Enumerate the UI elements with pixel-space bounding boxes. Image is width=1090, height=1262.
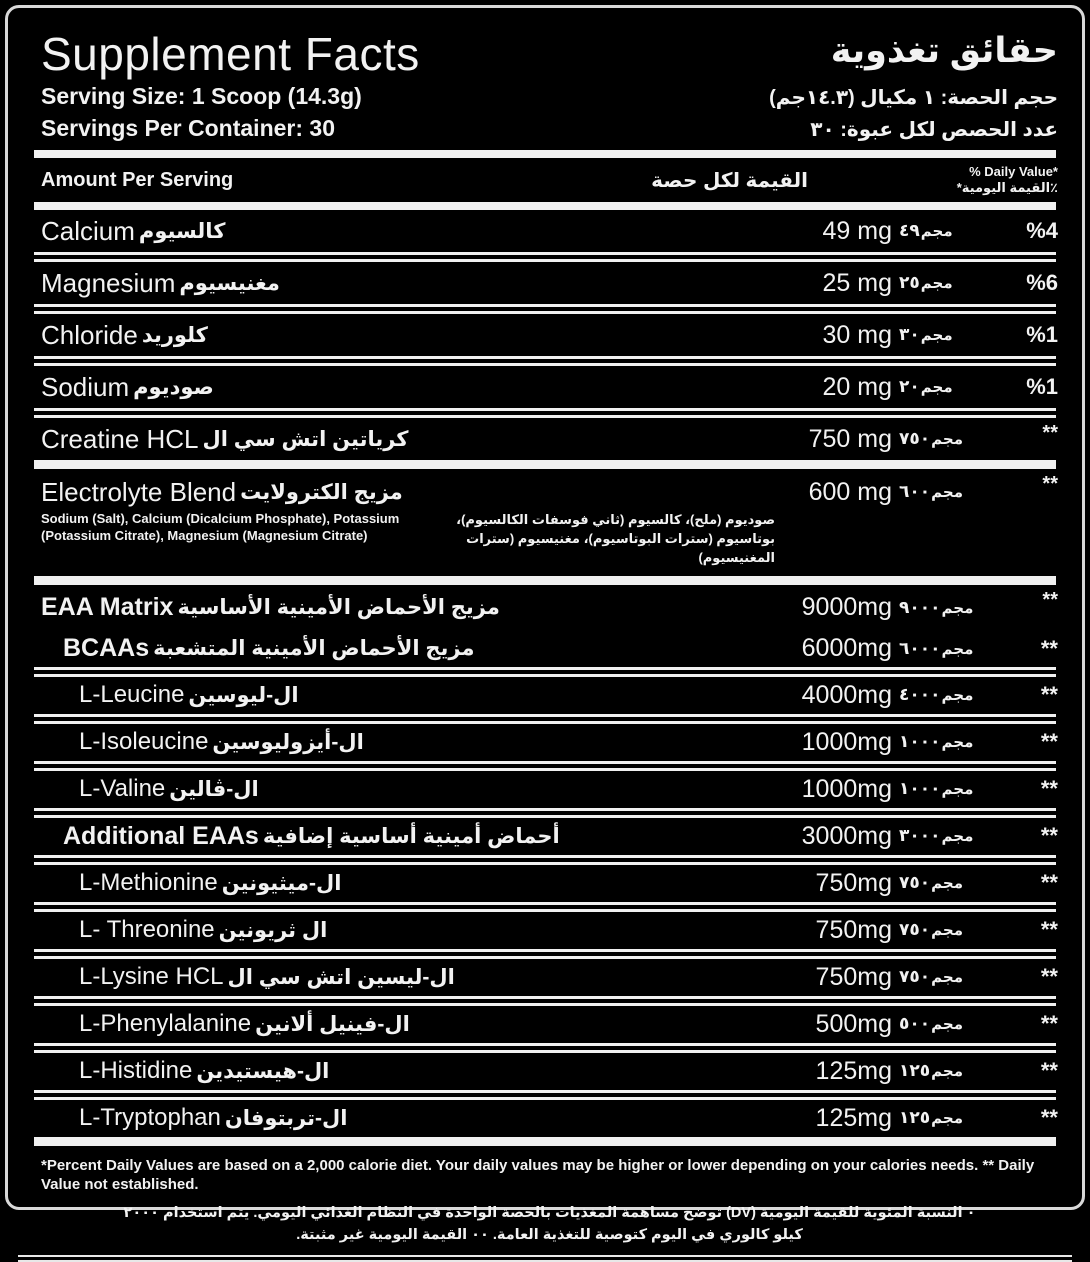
ingredient-amount-arabic <box>892 429 994 449</box>
ingredient-amount-arabic <box>892 779 994 799</box>
ingredient-name-arabic: كرياتين اتش سي ال <box>202 427 409 451</box>
arabic-mg-unit: مجم <box>941 599 974 617</box>
ingredient-rows <box>8 210 1082 1146</box>
title-english: Supplement Facts <box>41 28 420 80</box>
ingredient-name-english: L-Isoleucine <box>79 728 209 756</box>
ingredient-amount-english: 600 mg <box>808 477 892 506</box>
divider-double <box>34 714 1056 724</box>
serving-size-english: Serving Size: 1 Scoop (14.3g) <box>41 83 362 110</box>
ingredient-row <box>8 677 1082 714</box>
arabic-mg-unit: مجم <box>931 1063 964 1081</box>
servings-per-container-arabic: عدد الحصص لكل عبوة: ٣٠ <box>810 119 1058 142</box>
ingredient-amount-arabic <box>892 273 994 293</box>
ingredient-name-english: L-Phenylalanine <box>79 1010 252 1038</box>
ingredient-amount-arabic <box>892 482 994 502</box>
ingredient-daily-value: ** <box>1040 870 1058 896</box>
divider-double <box>34 855 1056 865</box>
arabic-mg-unit: مجم <box>941 781 974 799</box>
header <box>8 8 1082 78</box>
ingredient-amount-english: 9000mg <box>801 593 892 622</box>
ingredient-amount-arabic <box>892 1061 994 1081</box>
ingredient-daily-value: ** <box>1042 422 1058 445</box>
ingredient-row <box>8 314 1082 356</box>
ingredient-amount-english: 3000mg <box>801 821 892 850</box>
servings-per-container-english: Servings Per Container: 30 <box>41 115 335 142</box>
ingredient-row <box>8 210 1082 252</box>
arabic-amount-digits: ١٠٠٠ <box>899 779 941 799</box>
ingredient-row <box>8 631 1082 667</box>
ingredient-amount-english: 750mg <box>815 868 892 897</box>
arabic-mg-unit: مجم <box>931 1016 964 1034</box>
arabic-amount-digits: ٧٥٠ <box>899 920 931 940</box>
ingredient-name-english: Sodium <box>41 371 130 402</box>
ingredient-name-english: BCAAs <box>63 634 150 663</box>
ingredient-daily-value: ** <box>1040 917 1058 943</box>
ingredient-daily-value: %4 <box>1026 218 1058 244</box>
footnote-arabic-line1: ٠ النسبة المئوية للقيمة اليومية (DV) توضح مساهمة المغذيات بالحصة الواحدة في النظام الغذائي اليومي. يتم استخدام ٢٠٠٠ <box>123 1204 976 1221</box>
column-value-arabic: القيمة لكل حصة <box>651 169 808 192</box>
ingredient-row <box>8 818 1082 855</box>
divider-double <box>34 761 1056 771</box>
column-header-row <box>8 158 1082 202</box>
divider-bottom <box>18 1255 1072 1262</box>
ingredient-row <box>8 912 1082 949</box>
arabic-mg-unit: مجم <box>920 327 953 345</box>
divider-double <box>34 902 1056 912</box>
footnote-arabic-line2: كيلو كالوري في اليوم كتوصية للتغذية العامة. ٠٠ القيمة اليومية غير مثبتة. <box>296 1226 803 1243</box>
ingredient-name-arabic: ال-ڤالين <box>169 777 259 801</box>
arabic-amount-digits: ٦٠٠٠ <box>899 638 941 658</box>
ingredient-row <box>8 262 1082 304</box>
ingredient-name-arabic: مغنيسيوم <box>179 271 280 295</box>
divider-double <box>34 949 1056 959</box>
title-arabic: حقائق تغذوية <box>830 31 1058 70</box>
ingredient-name-english: EAA Matrix <box>41 593 174 622</box>
ingredient-daily-value: ** <box>1040 1058 1058 1084</box>
ingredient-row <box>8 469 1082 515</box>
ingredient-amount-arabic <box>892 598 994 618</box>
serving-size-row <box>8 83 1082 110</box>
arabic-mg-unit: مجم <box>941 640 974 658</box>
arabic-mg-unit: مجم <box>931 875 964 893</box>
ingredient-name-arabic: مزيج الأحماض الأمينية المتشعبة <box>153 637 475 661</box>
arabic-amount-digits: ٧٥٠ <box>899 873 931 893</box>
ingredient-daily-value: %6 <box>1026 270 1058 296</box>
ingredient-name-arabic: ال-ميثيونين <box>221 871 342 895</box>
arabic-amount-digits: ٧٥٠ <box>899 967 931 987</box>
divider-double <box>34 996 1056 1006</box>
ingredient-name-arabic: ال-ليوسين <box>188 683 299 707</box>
arabic-amount-digits: ٢٥ <box>899 273 920 293</box>
arabic-mg-unit: مجم <box>920 379 953 397</box>
ingredient-daily-value: ** <box>1040 1011 1058 1037</box>
daily-value-arabic: ٪القيمة اليومية* <box>956 180 1058 196</box>
ingredient-name-english: L- Threonine <box>79 916 215 944</box>
divider-double <box>34 252 1056 262</box>
ingredient-name-english: Calcium <box>41 215 135 246</box>
ingredient-daily-value: ** <box>1040 964 1058 990</box>
ingredient-amount-english: 4000mg <box>801 680 892 709</box>
column-amount-per-serving: Amount Per Serving <box>41 168 234 191</box>
ingredient-amount-arabic <box>892 1014 994 1034</box>
ingredient-daily-value: ** <box>1040 635 1058 661</box>
arabic-mg-unit: مجم <box>941 734 974 752</box>
ingredient-row <box>8 366 1082 408</box>
arabic-amount-digits: ١٢٥ <box>899 1061 931 1081</box>
ingredient-name-arabic: أحماض أمينية أساسية إضافية <box>262 824 560 848</box>
ingredient-daily-value: ** <box>1040 823 1058 849</box>
divider-thick <box>34 576 1056 585</box>
ingredient-row <box>8 1100 1082 1137</box>
ingredient-daily-value: ** <box>1042 588 1058 611</box>
arabic-mg-unit: مجم <box>920 223 953 241</box>
serving-size-arabic: حجم الحصة: ١ مكيال (١٤.٣جم) <box>769 87 1058 110</box>
divider-double <box>34 1090 1056 1100</box>
divider-thick <box>34 460 1056 469</box>
ingredient-row <box>8 959 1082 996</box>
ingredient-name-english: L-Leucine <box>79 681 185 709</box>
divider-double <box>34 356 1056 366</box>
sub-ingredients-arabic: صوديوم (ملح)، كالسيوم (ثاني فوسفات الكالسيوم)، بوتاسيوم (سترات البوتاسيوم)، مغنيسيوم (سترات المغنيسيوم) <box>456 512 775 565</box>
arabic-mg-unit: مجم <box>920 275 953 293</box>
servings-per-container-row <box>8 115 1082 142</box>
ingredient-name-arabic: ال-تربتوفان <box>224 1106 348 1130</box>
ingredient-name-english: Chloride <box>41 319 138 350</box>
ingredient-name-arabic: ال-هيستيدين <box>196 1059 330 1083</box>
ingredient-amount-arabic <box>892 685 994 705</box>
ingredient-amount-arabic <box>892 967 994 987</box>
ingredient-name-english: Additional EAAs <box>63 821 259 850</box>
ingredient-amount-arabic <box>892 1108 994 1128</box>
divider-double <box>34 304 1056 314</box>
ingredient-name-english: L-Methionine <box>79 869 218 897</box>
ingredient-sub-ingredients <box>8 511 1082 576</box>
ingredient-row <box>8 771 1082 808</box>
ingredient-name-english: L-Tryptophan <box>79 1104 221 1132</box>
ingredient-daily-value: ** <box>1040 682 1058 708</box>
ingredient-name-arabic: مزيج الأحماض الأمينية الأساسية <box>177 596 500 620</box>
arabic-amount-digits: ٤٠٠٠ <box>899 685 941 705</box>
ingredient-amount-english: 6000mg <box>801 634 892 663</box>
arabic-amount-digits: ٣٠ <box>899 325 920 345</box>
ingredient-row <box>8 418 1082 460</box>
ingredient-row <box>8 724 1082 761</box>
ingredient-name-arabic: ال ثريونين <box>218 918 328 942</box>
daily-value-english: % Daily Value* <box>969 164 1058 180</box>
ingredient-amount-english: 49 mg <box>822 216 892 245</box>
ingredient-amount-english: 1000mg <box>801 774 892 803</box>
ingredient-amount-english: 30 mg <box>822 320 892 349</box>
ingredient-amount-arabic <box>892 826 994 846</box>
supplement-facts-panel <box>5 5 1085 1243</box>
sub-ingredients-english: Sodium (Salt), Calcium (Dicalcium Phosphate), Potassium (Potassium Citrate), Magnesium (Magnesium Citrate) <box>41 511 400 543</box>
ingredient-name-arabic: ال-ليسين اتش سي ال <box>227 965 455 989</box>
divider-thick-header <box>34 202 1056 210</box>
ingredient-row <box>8 865 1082 902</box>
ingredient-name-arabic: كالسيوم <box>138 219 226 243</box>
divider-double <box>34 808 1056 818</box>
ingredient-name-arabic: صوديوم <box>133 375 214 399</box>
ingredient-amount-arabic <box>892 377 994 397</box>
arabic-amount-digits: ٥٠٠ <box>899 1014 931 1034</box>
ingredient-amount-english: 25 mg <box>822 268 892 297</box>
ingredient-daily-value: ** <box>1042 473 1058 496</box>
arabic-mg-unit: مجم <box>931 922 964 940</box>
ingredient-amount-arabic <box>892 639 994 659</box>
arabic-amount-digits: ٩٠٠٠ <box>899 597 941 617</box>
ingredient-amount-arabic <box>892 873 994 893</box>
ingredient-amount-english: 750mg <box>815 962 892 991</box>
ingredient-name-english: L-Histidine <box>79 1057 193 1085</box>
ingredient-name-english: L-Valine <box>79 775 166 803</box>
ingredient-amount-arabic <box>892 221 994 241</box>
divider-thick-top <box>34 150 1056 158</box>
ingredient-amount-english: 125mg <box>815 1103 892 1132</box>
ingredient-name-english: Creatine HCL <box>41 423 199 454</box>
ingredient-name-english: L-Lysine HCL <box>79 963 224 991</box>
ingredient-row <box>8 1053 1082 1090</box>
ingredient-name-arabic: كلوريد <box>141 323 208 347</box>
ingredient-amount-english: 1000mg <box>801 727 892 756</box>
divider-double <box>34 1043 1056 1053</box>
ingredient-row <box>8 585 1082 631</box>
divider-double <box>34 667 1056 677</box>
ingredient-daily-value: %1 <box>1026 374 1058 400</box>
arabic-amount-digits: ٦٠٠ <box>899 482 931 502</box>
ingredient-row <box>8 1006 1082 1043</box>
ingredient-daily-value: ** <box>1040 729 1058 755</box>
ingredient-amount-english: 125mg <box>815 1056 892 1085</box>
arabic-amount-digits: ٤٩ <box>899 221 920 241</box>
divider-thick <box>34 1137 1056 1146</box>
ingredient-name-arabic: ال-فينيل ألانين <box>255 1012 410 1036</box>
ingredient-amount-arabic <box>892 732 994 752</box>
footnote-arabic <box>8 1203 1082 1247</box>
ingredient-name-english: Magnesium <box>41 267 176 298</box>
ingredient-amount-english: 500mg <box>815 1009 892 1038</box>
ingredient-amount-arabic <box>892 920 994 940</box>
arabic-amount-digits: ٢٠ <box>899 377 920 397</box>
ingredient-name-english: Electrolyte Blend <box>41 476 237 507</box>
arabic-amount-digits: ٧٥٠ <box>899 429 931 449</box>
arabic-mg-unit: مجم <box>931 1110 964 1128</box>
ingredient-amount-arabic <box>892 325 994 345</box>
arabic-mg-unit: مجم <box>931 484 964 502</box>
arabic-amount-digits: ١٠٠٠ <box>899 732 941 752</box>
column-daily-value <box>908 164 1058 197</box>
ingredient-daily-value: ** <box>1040 1105 1058 1131</box>
arabic-mg-unit: مجم <box>931 431 964 449</box>
ingredient-daily-value: %1 <box>1026 322 1058 348</box>
ingredient-name-arabic: ال-أيزوليوسين <box>212 730 364 754</box>
ingredient-amount-english: 20 mg <box>822 372 892 401</box>
arabic-mg-unit: مجم <box>931 969 964 987</box>
ingredient-amount-english: 750mg <box>815 915 892 944</box>
divider-double <box>34 408 1056 418</box>
arabic-amount-digits: ٣٠٠٠ <box>899 826 941 846</box>
ingredient-amount-english: 750 mg <box>808 424 892 453</box>
ingredient-daily-value: ** <box>1040 776 1058 802</box>
arabic-mg-unit: مجم <box>941 687 974 705</box>
footnote-english: *Percent Daily Values are based on a 2,000 calorie diet. Your daily values may be higher or lower depending on your calories needs. ** Daily Value not established. <box>41 1156 1035 1194</box>
arabic-mg-unit: مجم <box>941 828 974 846</box>
ingredient-name-arabic: مزيج الكترولايت <box>240 480 403 504</box>
arabic-amount-digits: ١٢٥ <box>899 1108 931 1128</box>
